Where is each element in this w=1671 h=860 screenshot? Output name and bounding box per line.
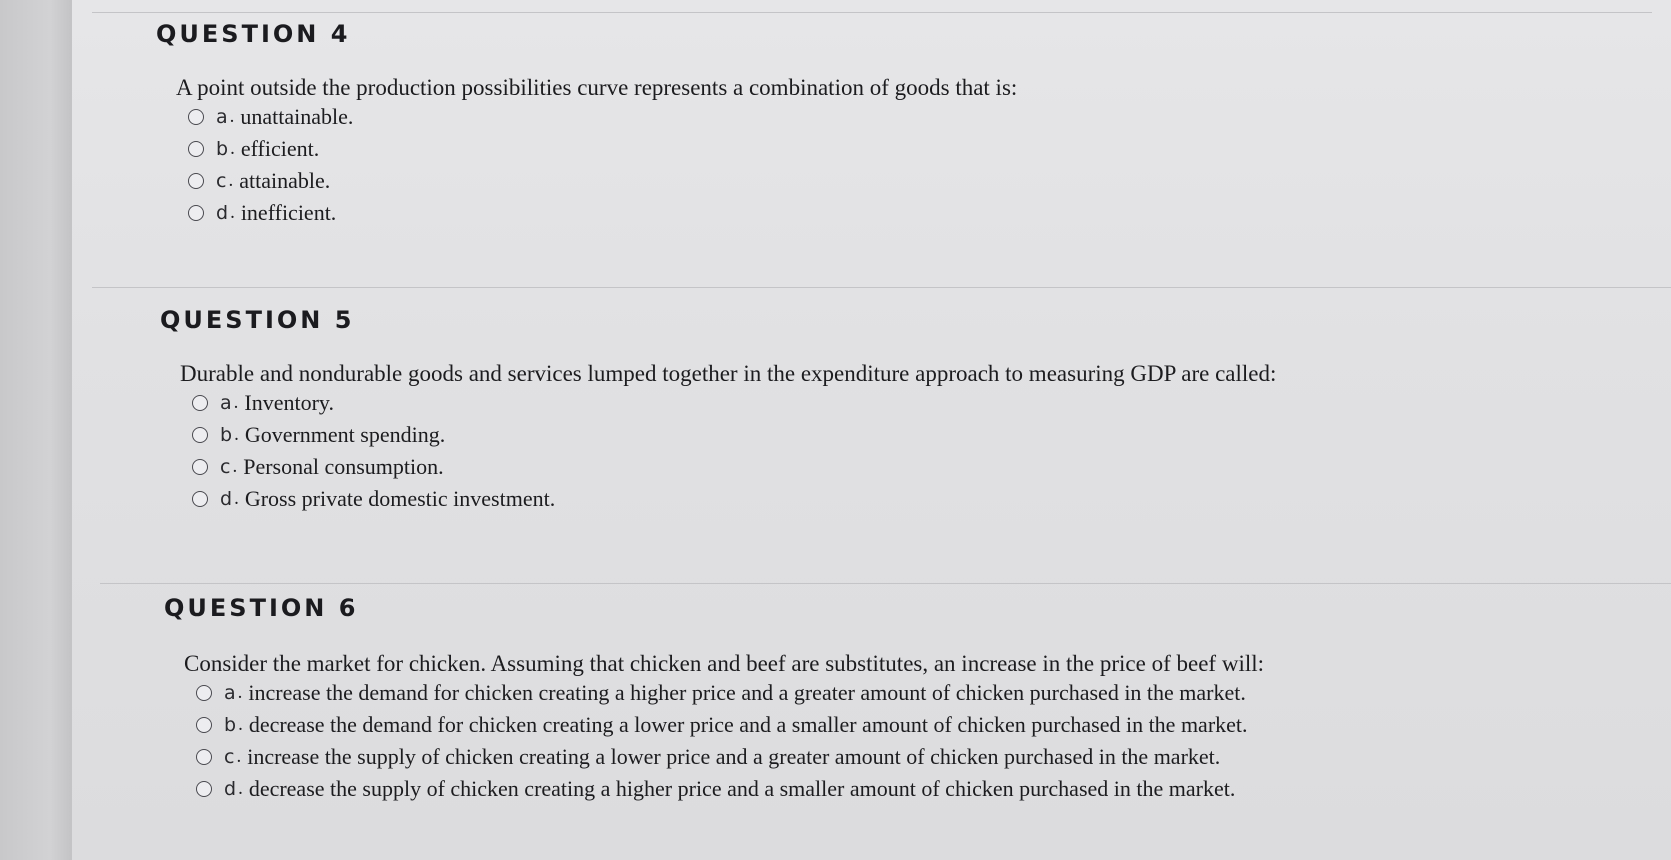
option-text: increase the supply of chicken creating a lower price and a greater amount of chicken purchased in the market.	[247, 744, 1221, 769]
radio-button-icon[interactable]	[192, 427, 208, 443]
question-heading: QUESTION 6	[164, 594, 359, 622]
option-b[interactable]: b . efficient.	[188, 133, 1017, 165]
radio-button-icon[interactable]	[196, 685, 212, 701]
question-heading: QUESTION 4	[156, 20, 351, 48]
option-letter: a	[220, 392, 232, 414]
radio-button-icon[interactable]	[192, 459, 208, 475]
question-stem: Durable and nondurable goods and services lumped together in the expenditure approach to measuring GDP are called:	[180, 361, 1277, 386]
option-text: inefficient.	[240, 200, 337, 225]
option-letter: c	[224, 746, 235, 768]
option-a[interactable]: a . unattainable.	[188, 101, 1017, 133]
option-c[interactable]: c . Personal consumption.	[192, 451, 1276, 483]
option-text: efficient.	[240, 136, 320, 161]
option-letter: c	[220, 456, 231, 478]
radio-button-icon[interactable]	[188, 173, 204, 189]
divider-q4-q5	[92, 287, 1671, 288]
option-letter: a	[224, 682, 236, 704]
radio-button-icon[interactable]	[196, 781, 212, 797]
question-heading: QUESTION 5	[160, 306, 355, 334]
answer-options	[196, 677, 1264, 805]
option-text: attainable.	[239, 168, 331, 193]
option-letter: d	[224, 778, 237, 800]
option-letter: b	[224, 714, 237, 736]
option-letter: d	[216, 202, 229, 224]
left-margin-strip	[0, 0, 73, 860]
quiz-page	[72, 0, 1671, 860]
option-letter: c	[216, 170, 227, 192]
option-text: decrease the supply of chicken creating a higher price and a smaller amount of chicken purchased in the market.	[248, 776, 1236, 801]
divider-top	[92, 12, 1652, 13]
option-letter: d	[220, 488, 233, 510]
option-text: Inventory.	[244, 390, 335, 415]
radio-button-icon[interactable]	[188, 205, 204, 221]
question-4	[156, 20, 1017, 229]
option-c[interactable]: c . attainable.	[188, 165, 1017, 197]
answer-options	[192, 387, 1276, 515]
question-stem: A point outside the production possibilities curve represents a combination of goods that is:	[176, 75, 1018, 100]
radio-button-icon[interactable]	[196, 717, 212, 733]
option-d[interactable]: d . Gross private domestic investment.	[192, 483, 1276, 515]
option-b[interactable]: b . Government spending.	[192, 419, 1276, 451]
option-text: Government spending.	[244, 422, 446, 447]
option-letter: b	[220, 424, 233, 446]
option-text: Gross private domestic investment.	[244, 486, 556, 511]
question-stem: Consider the market for chicken. Assuming that chicken and beef are substitutes, an increase in the price of beef will:	[184, 651, 1265, 676]
option-d[interactable]: d . decrease the supply of chicken creating a higher price and a smaller amount of chicken purchased in the market.	[196, 773, 1264, 805]
radio-button-icon[interactable]	[196, 749, 212, 765]
divider-q5-q6	[100, 583, 1671, 584]
answer-options	[188, 101, 1017, 229]
radio-button-icon[interactable]	[188, 141, 204, 157]
option-letter: a	[216, 106, 228, 128]
option-letter: b	[216, 138, 229, 160]
option-b[interactable]: b . decrease the demand for chicken creating a lower price and a smaller amount of chicken purchased in the market.	[196, 709, 1264, 741]
option-text: unattainable.	[240, 104, 354, 129]
option-c[interactable]: c . increase the supply of chicken creating a lower price and a greater amount of chicken purchased in the market.	[196, 741, 1264, 773]
option-d[interactable]: d . inefficient.	[188, 197, 1017, 229]
option-a[interactable]: a . increase the demand for chicken creating a higher price and a greater amount of chicken purchased in the market.	[196, 677, 1264, 709]
question-6	[164, 594, 1264, 805]
radio-button-icon[interactable]	[192, 395, 208, 411]
question-5	[160, 306, 1276, 515]
option-text: Personal consumption.	[243, 454, 444, 479]
option-a[interactable]: a . Inventory.	[192, 387, 1276, 419]
option-text: decrease the demand for chicken creating a lower price and a smaller amount of chicken purchased in the market.	[248, 712, 1248, 737]
radio-button-icon[interactable]	[188, 109, 204, 125]
radio-button-icon[interactable]	[192, 491, 208, 507]
option-text: increase the demand for chicken creating a higher price and a greater amount of chicken purchased in the market.	[248, 680, 1246, 705]
